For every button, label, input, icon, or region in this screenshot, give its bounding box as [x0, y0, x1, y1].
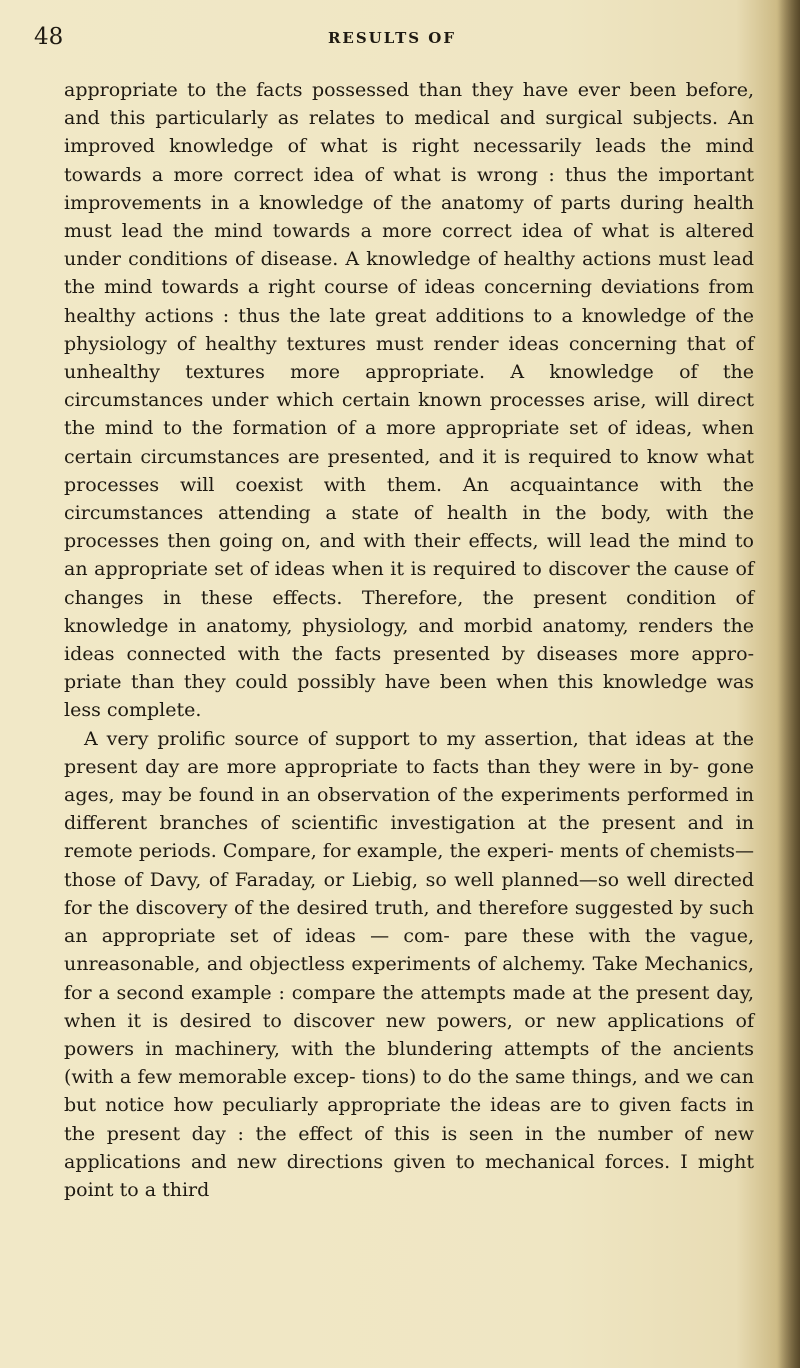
running-head: RESULTS OF — [327, 29, 457, 47]
paragraph-continued: appropriate to the facts possessed than they have ever been before, and this particularly as relates to medical and surgical subjects. An improved knowledge of what is right necessarily leads the mind towards a more correct idea of what is wrong : thus the important improvements in a knowledge of the anatomy of parts during health must lead the mind towards a more correct idea of what is altered under conditions of disease. A knowledge of healthy actions must lead the mind towards a right course of ideas concerning deviations from healthy actions : thus the late great additions to a knowledge of the physiology of healthy textures must render ideas concerning that of unhealthy textures more appropriate. A knowledge of the circumstances under which certain known processes arise, will direct the mind to the formation of a more appropriate set of ideas, when certain circumstances are presented, and it is required to know what processes will coexist with them. An acquaintance with the circumstances attending a state of health in the body, with the processes then going on, and with their effects, will lead the mind to an appropriate set of ideas when it is required to discover the cause of changes in these effects. Therefore, the present condition of knowledge in anatomy, physiology, and morbid anatomy, renders the ideas connected with the facts presented by diseases more appro- priate than they could possibly have been when this knowledge was less complete. — [64, 79, 754, 722]
paragraph: A very prolific source of support to my assertion, that ideas at the present day are more appropriate to facts than they were in by- gone ages, may be found in an observation of the experiments performed in different branches of scientific investigation at the present and in remote periods. Compare, for example, the experi- ments of chemists—those of Davy, of Faraday, or Liebig, so well planned—so well directed for the discovery of the desired truth, and therefore suggested by such an appropriate set of ideas — com- pare these with the vague, unreasonable, and objectless experiments of alchemy. Take Mechanics, for a second example : compare the attempts made at the present day, when it is desired to discover new powers, or new applications of powers in machinery, with the blundering attempts of the ancients (with a few memorable excep- tions) to do the same things, and we can but notice how peculiarly appropriate the ideas are to given facts in the present day : the effect of this is seen in the number of new applications and new directions given to mechanical forces. I might point to a third — [64, 727, 754, 1201]
body-text — [64, 76, 754, 1204]
page-number: 48 — [34, 24, 64, 50]
page-edge-shadow — [778, 0, 800, 1368]
page-header — [34, 22, 750, 52]
